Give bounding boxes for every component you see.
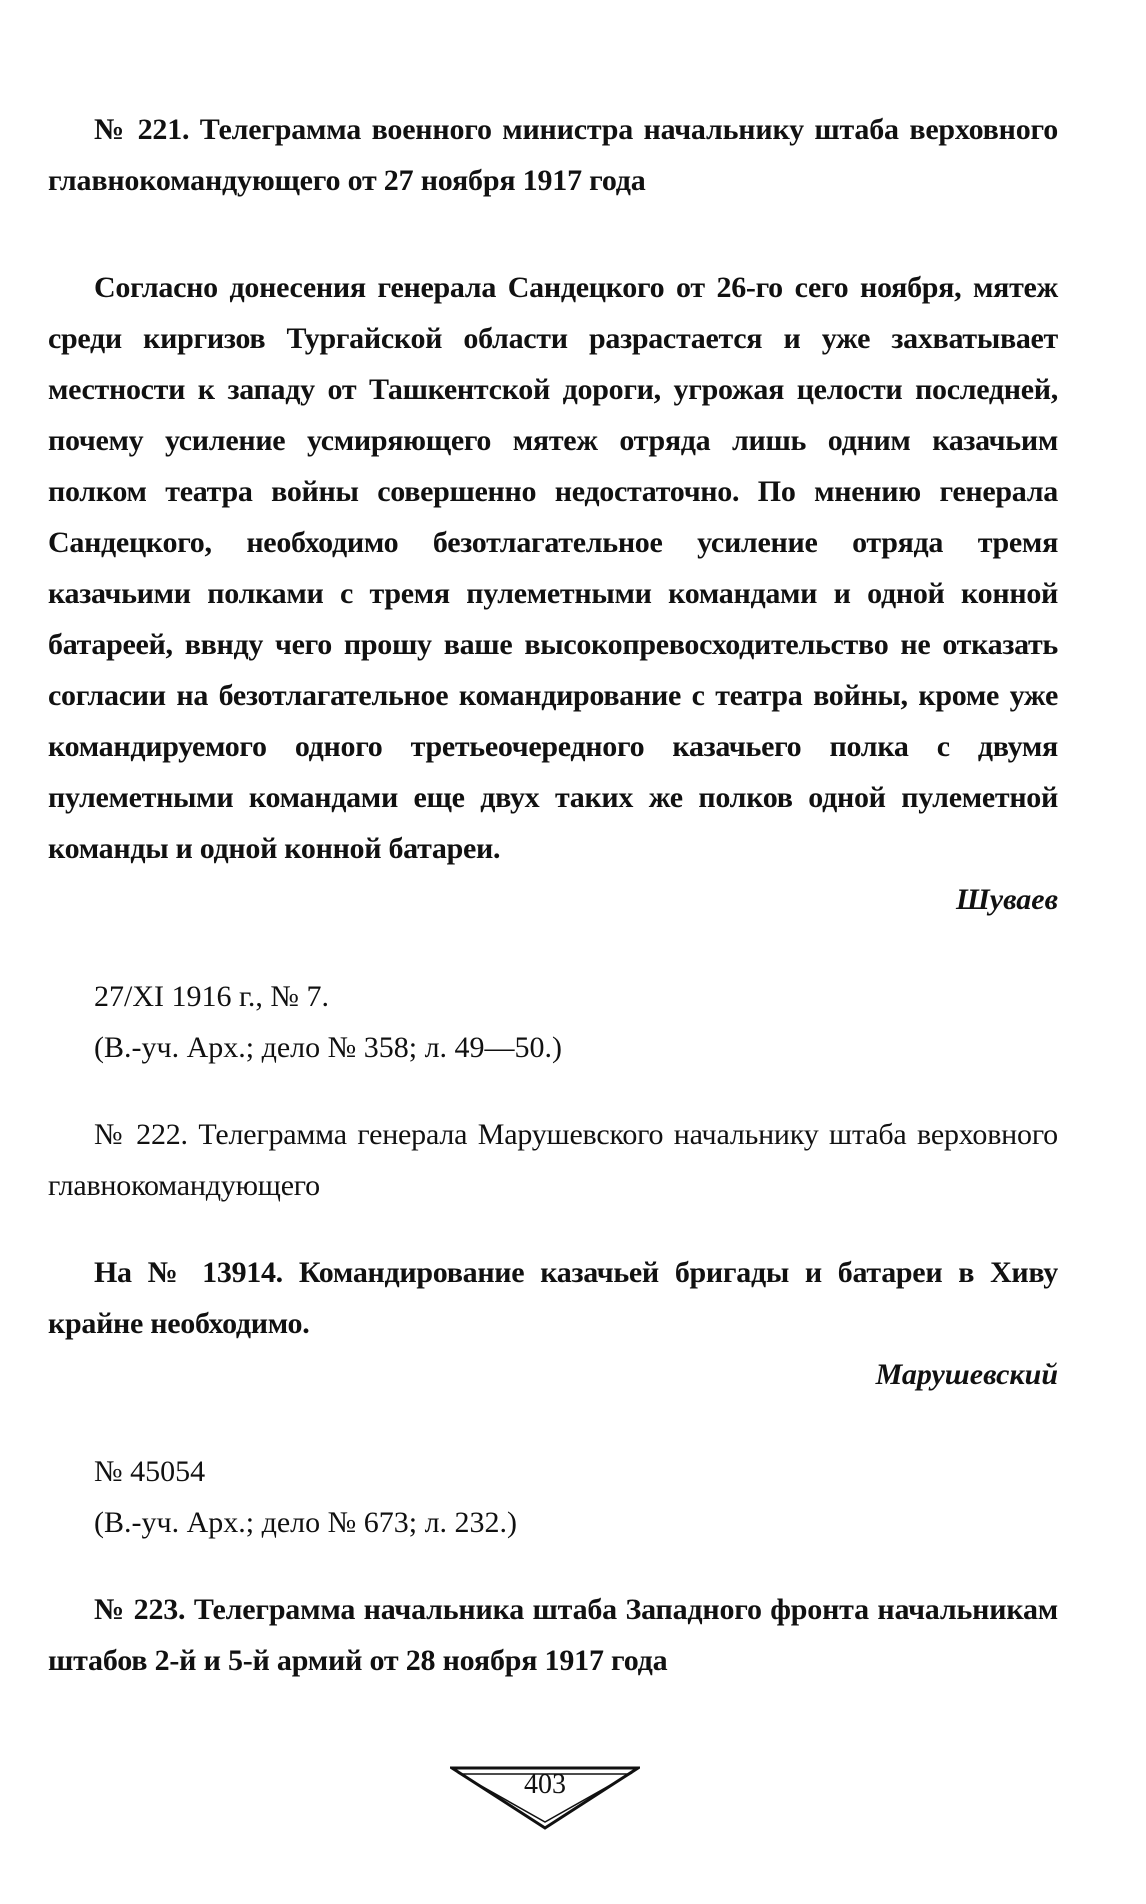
spacer [48,1548,1058,1584]
doc-222-heading: № 222. Телеграмма генерала Марушевского начальнику штаба верховного главнокомандующего [48,1118,1058,1202]
doc-222-signature: Марушевский [875,1358,1058,1391]
doc-221-ref-number: 27/XI 1916 г., № 7. [94,980,330,1013]
page-number-marker [450,1766,640,1830]
doc-222-archive-ref: (В.-уч. Арх.; дело № 673; л. 232.) [94,1506,518,1539]
document-page [48,104,1058,1686]
spacer [48,1211,1058,1247]
doc-223-heading: № 223. Телеграмма начальника штаба Западного фронта начальникам штабов 2-й и 5-й армий от 28 ноября 1917 года [48,1593,1058,1677]
page-number: 403 [524,1769,566,1800]
doc-221-archive-ref: (В.-уч. Арх.; дело № 358; л. 49—50.) [94,1031,563,1064]
doc-221-heading: № 221. Телеграмма военного министра начальнику штаба верховного главнокомандующего от 27 ноября 1917 года [48,113,1058,197]
doc-221-signature: Шуваев [955,883,1058,916]
doc-222-body: На № 13914. Командирование казачьей бригады и батареи в Хиву крайне необходимо. [48,1256,1058,1340]
doc-221-body: Согласно донесения генерала Сандецкого от 26-го сего ноября, мятеж среди киргизов Тургайской области разрастается и уже захватывает местности к западу от Ташкентской дороги, угрожая целости последней, почему усиление усмиряющего мятеж отряда лишь одним казачьим полком театра войны совершенно недостаточно. По мнению генерала Сандецкого, необходимо безотлагательное усиление отряда тремя казачьими полками с тремя пулеметными командами и одной конной батареей, ввнду чего прошу ваше высокопревосходительство не отказать согласии на безотлагательное командирование с театра войны, кроме уже командируемого одного третьеочередного казачьего полка с двумя пулеметными командами еще двух таких же полков одной пулеметной команды и одной конной батареи. [48,271,1058,865]
doc-222-ref-number: № 45054 [94,1455,206,1488]
spacer [48,1400,1058,1446]
spacer [48,206,1058,262]
spacer [48,1073,1058,1109]
spacer [48,925,1058,971]
